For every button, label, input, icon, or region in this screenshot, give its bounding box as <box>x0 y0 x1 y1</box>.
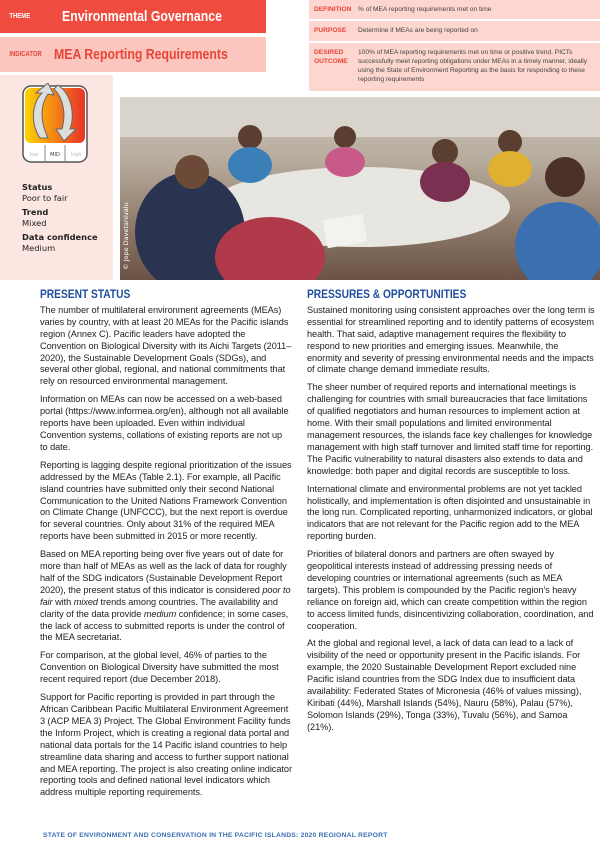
pressures-heading: PRESSURES & OPPORTUNITIES <box>307 287 467 301</box>
paragraph: The sheer number of required reports and international meetings is challenging for countries with small bureaucracies that face limitations of qualified negotiators and human resources to implement action at home. With their small populations and limited environmental management resources, the islands face key challenges for knowledge management with high staff turnover and limited staff time for reporting. The Pacific vulnerability to natural disasters also extends to data and knowledge: both paper and digital records are susceptible to loss. <box>307 382 594 476</box>
theme-bar <box>0 0 266 33</box>
purpose-key: PURPOSE <box>314 27 347 35</box>
gauge-mid: MID <box>50 152 60 158</box>
present-status-section <box>40 289 292 805</box>
status-sidebar <box>0 75 113 280</box>
purpose-value: Determine if MEAs are being reported on <box>358 27 478 35</box>
status-gauge-icon <box>20 83 90 165</box>
definition-row <box>309 0 600 19</box>
theme-label: THEME <box>9 13 31 20</box>
paragraph: Reporting is lagging despite regional prioritization of the issues addressed by the MEAs (Table 2.1). For example, all Pacific island countries have submitted only their second National Communication to the United Nations Framework Convention on Climate Change (UNFCCC), but the next report is overdue for several countries. Only about 31% of the required MEA reports have been submitted in 2015 or more recently. <box>40 459 292 542</box>
indicator-label: INDICATOR <box>9 51 42 58</box>
status-label: Status <box>22 182 53 192</box>
photo-credit: © Jope Davetanivalu <box>122 202 130 270</box>
indicator-title: MEA Reporting Requirements <box>54 46 228 63</box>
status-value: Poor to fair <box>22 192 68 203</box>
paragraph: For comparison, at the global level, 46% of parties to the Convention on Biological Diversity have submitted the most recent required report (due December 2018). <box>40 650 279 685</box>
trend-label: Trend <box>22 207 49 217</box>
gauge-low: low <box>29 152 39 158</box>
paragraph: Sustained monitoring using consistent approaches over the long term is essential for streamlined reporting and to identify patterns of ecosystem health. That said, adaptive management requires the flexibility to respond to new priorities and emerging issues. Meanwhile, the enormity and severity of pressing environmental needs and the impacts of climate change demand immediate results. <box>307 304 595 375</box>
desired-outcome-row <box>309 43 600 91</box>
theme-title: Environmental Governance <box>62 8 222 25</box>
indicator-bar <box>0 37 266 72</box>
paragraph: International climate and environmental problems are not yet tackled holistically, and implementation is often disjointed and unsustainable in the long run. Complicated reporting, unharmonized indicators, or global indicators that are not relevant for the Pacific region add to the MEA reporting burden. <box>307 483 593 542</box>
desired-outcome-value: 100% of MEA reporting requirements met on time or positive trend. PICTs successfully meet reporting obligations under MEAs in a timely manner, ideally using the State of Environment Reporting as the basis for responding to these reporting requirements <box>358 48 588 84</box>
meeting-photo <box>120 97 600 280</box>
purpose-row <box>309 21 600 40</box>
paragraph: Priorities of bilateral donors and partners are often swayed by geopolitical interests instead of addressing pressing needs of developing countries or international agreements (such as MEA targets). This problem is compounded by the Pacific region's heavy reliance on foreign aid, which can create competition within the region to access limited funds, disincentivizing collaboration, coordination, and cooperation. <box>307 549 594 631</box>
definition-table <box>309 0 600 93</box>
gauge-high: high <box>70 152 82 158</box>
trend-value: Mixed <box>22 217 47 228</box>
paragraph: The number of multilateral environment agreements (MEAs) varies by country, with at least 20 MEAs for the Pacific islands region (Annex C). Pacific leaders have adopted the Convention on Biological Diversity with its Aichi Targets (2011–2020), the Sustainable Development Goals (SDGs), and several other global, regional, and national commitments that rely on resourced environmental management. <box>40 304 292 387</box>
present-status-heading: PRESENT STATUS <box>40 287 131 301</box>
page-footer: STATE OF ENVIRONMENT AND CONSERVATION IN THE PACIFIC ISLANDS: 2020 REGIONAL REPORT <box>43 832 388 839</box>
pressures-section <box>307 289 595 740</box>
paragraph: Information on MEAs can now be accessed on a web-based portal (https://www.informea.org/en), although not all available reports have been uploaded. Even within individual Convention systems, collations of existing reports are not up to date. <box>40 394 289 452</box>
desired-outcome-key: DESIRED OUTCOME <box>314 48 348 65</box>
definition-key: DEFINITION <box>314 6 352 13</box>
confidence-value: Medium <box>22 242 56 253</box>
definition-value: % of MEA reporting requirements met on time <box>358 6 492 13</box>
photo-illustration <box>120 97 600 280</box>
paragraph: At the global and regional level, a lack of data can lead to a lack of visibility of the need or opportunity present in the Pacific islands. For example, the 2020 Sustainable Development Report excluded nine Pacific island countries from the SDG Index due to insufficient data availability: Federated States of Micronesia (46% of values missing), Kiribati (44%), Marshall Islands (54%), Nauru (58%), Palau (57%), Solomon Islands (29%), Tonga (33%), Tuvalu (56%), and Samoa (21%). <box>307 638 582 732</box>
paragraph: Support for Pacific reporting is provided in part through the African Caribbean Pacific Multilateral Environment Agreement 3 (ACP MEA 3) Project. The Global Environment Facility funds the Inform Project, which is creating a regional data portal and national data portals for the 14 Pacific island countries to help streamline data sharing and access to further support national and MEA reporting. The project is also creating online indicator reporting tools and defined national level indicators which address multiple reporting requirements. <box>40 692 292 798</box>
confidence-label: Data confidence <box>22 232 98 242</box>
status-meta <box>22 182 98 257</box>
paragraph: Based on MEA reporting being over five years out of date for more than half of MEAs as well as the lack of data for roughly half of the SDG indicators (Sustainable Development Report 2020), the present status of this indicator is considered poor to fair with mixed trends among countries. The availability and clarity of the data provide medium confidence; in some cases, the lack of access to submitted reports is under the control of the MEA secretariat. <box>40 549 291 643</box>
